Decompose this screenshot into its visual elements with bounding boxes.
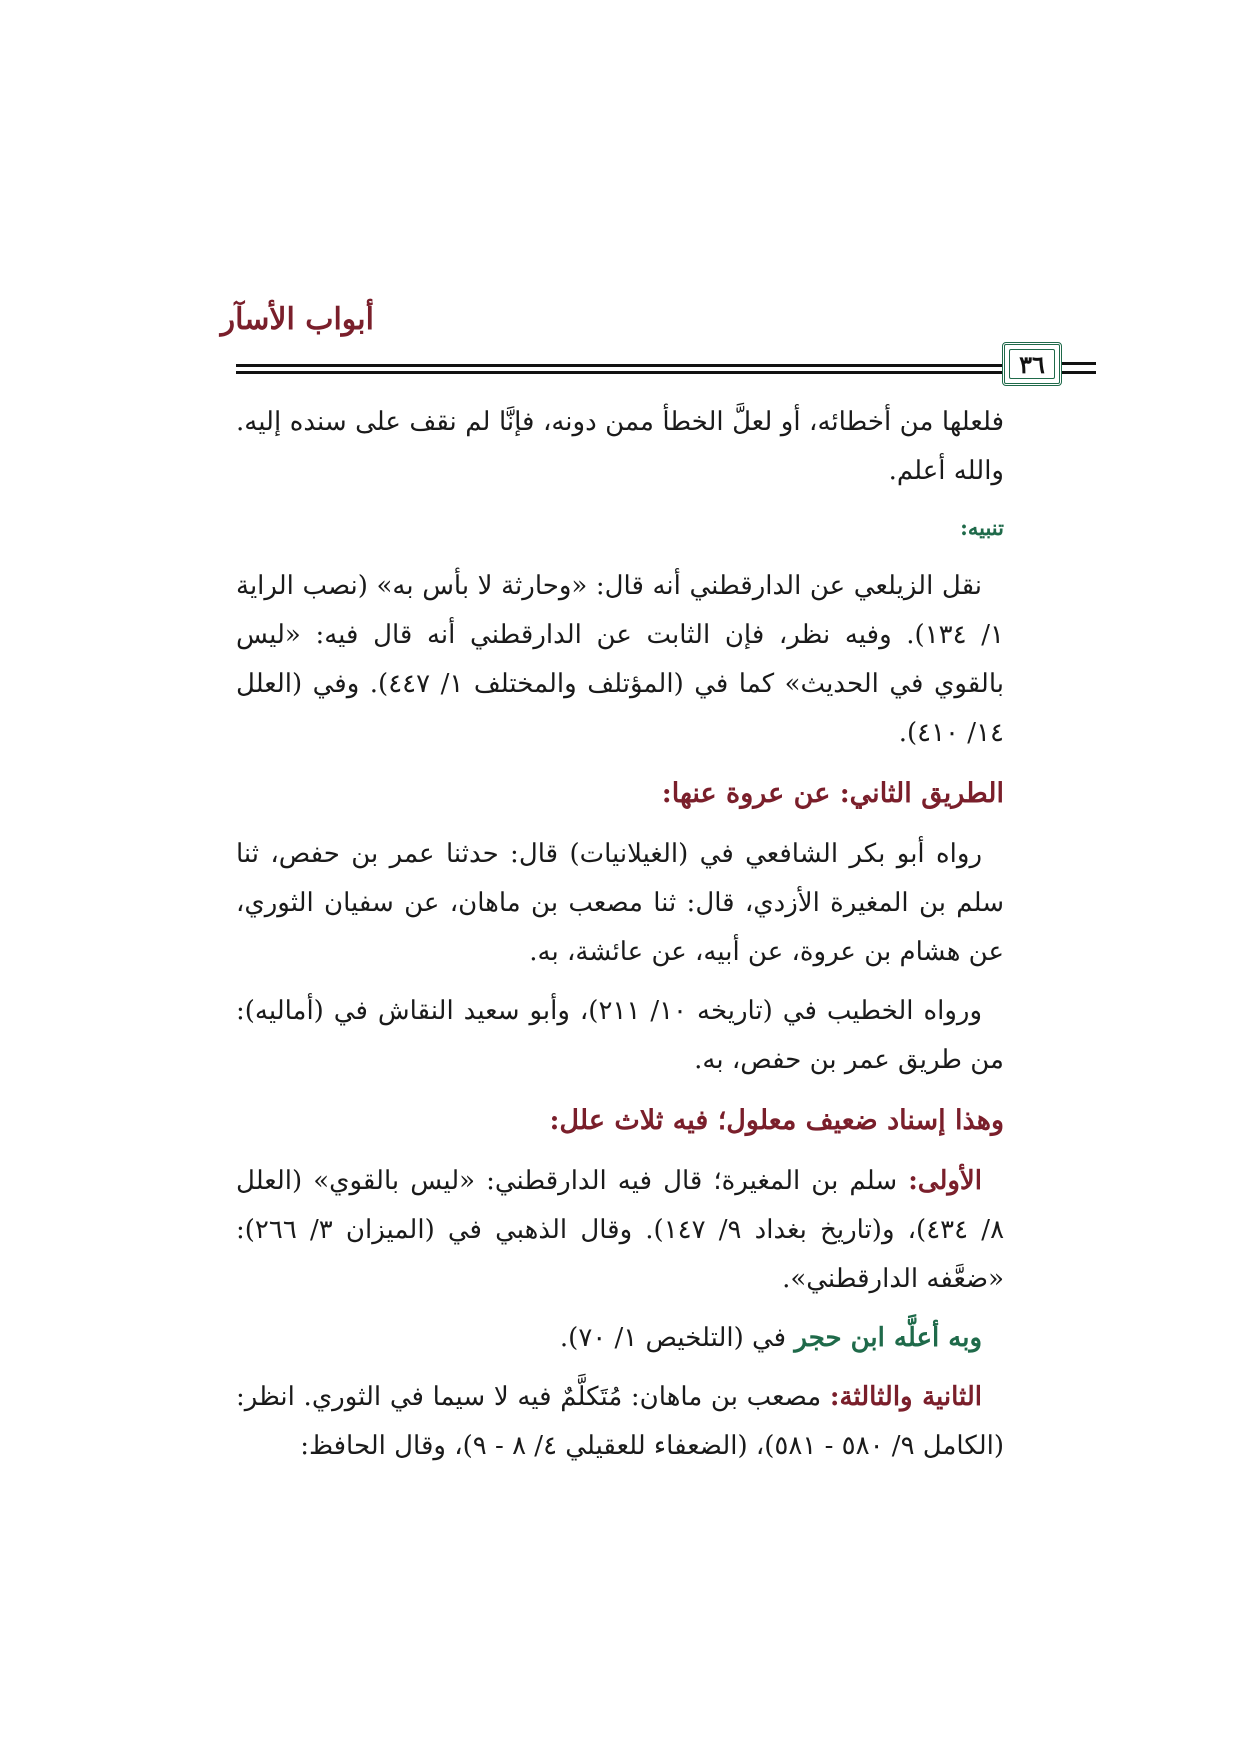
- paragraph-7-lead: الثانية والثالثة:: [829, 1382, 983, 1412]
- header-rule-left-bottom: [1062, 371, 1096, 374]
- paragraph-6-lead: وبه أعلَّه ابن حجر: [794, 1323, 982, 1353]
- paragraph-7-text: مصعب بن ماهان: مُتَكلَّمٌ فيه لا سيما في الثوري. انظر: (الكامل ٩/ ٥٨٠ - ٥٨١)، (الضعفاء للعقيلي ٤/ ٨ - ٩)، وقال الحافظ:: [236, 1382, 1004, 1461]
- page-number: ٣٦: [1019, 349, 1045, 379]
- paragraph-5-lead: الأولى:: [908, 1166, 982, 1196]
- paragraph-7: [236, 1373, 1004, 1471]
- section-heading-1: الطريق الثاني: عن عروة عنها:: [661, 778, 1004, 809]
- note-label: تنبيه:: [960, 515, 1004, 540]
- paragraph-3: رواه أبو بكر الشافعي في (الغيلانيات) قال: حدثنا عمر بن حفص، ثنا سلم بن المغيرة الأزدي، قال: ثنا مصعب بن ماهان، عن سفيان الثوري، عن هشام بن عروة، عن أبيه، عن عائشة، به.: [236, 839, 1004, 967]
- page-body: [236, 398, 1004, 1471]
- section-heading-2: وهذا إسناد ضعيف معلول؛ فيه ثلاث علل:: [549, 1105, 1004, 1136]
- paragraph-5-text: سلم بن المغيرة؛ قال فيه الدارقطني: «ليس بالقوي» (العلل ٨/ ٤٣٤)، و(تاريخ بغداد ٩/ ١٤٧). وقال الذهبي في (الميزان ٣/ ٢٦٦): «ضعَّفه الدارقطني».: [236, 1166, 1005, 1294]
- paragraph-6: [236, 1314, 1004, 1363]
- page-number-badge: [1002, 342, 1062, 386]
- paragraph-1: فلعلها من أخطائه، أو لعلَّ الخطأ ممن دونه، فإنَّا لم نقف على سنده إليه. والله أعلم.: [236, 407, 1004, 486]
- paragraph-2: نقل الزيلعي عن الدارقطني أنه قال: «وحارثة لا بأس به» (نصب الراية ١/ ١٣٤). وفيه نظر، فإن الثابت عن الدارقطني أنه قال فيه: «ليس بالقوي في الحديث» كما في (المؤتلف والمختلف ١/ ٤٤٧). وفي (العلل ١٤/ ٤١٠).: [236, 571, 1004, 748]
- header-rule-bottom: [236, 371, 1002, 374]
- page-header: [0, 0, 1240, 400]
- paragraph-6-text: في (التلخيص ١/ ٧٠).: [559, 1323, 795, 1353]
- paragraph-4: ورواه الخطيب في (تاريخه ١٠/ ٢١١)، وأبو سعيد النقاش في (أماليه): من طريق عمر بن حفص، به.: [236, 996, 1004, 1075]
- paragraph-5: [236, 1157, 1004, 1304]
- book-title: أبواب الأسآر: [220, 302, 374, 337]
- header-rule-top: [236, 364, 1002, 367]
- header-rule-left-top: [1062, 362, 1096, 365]
